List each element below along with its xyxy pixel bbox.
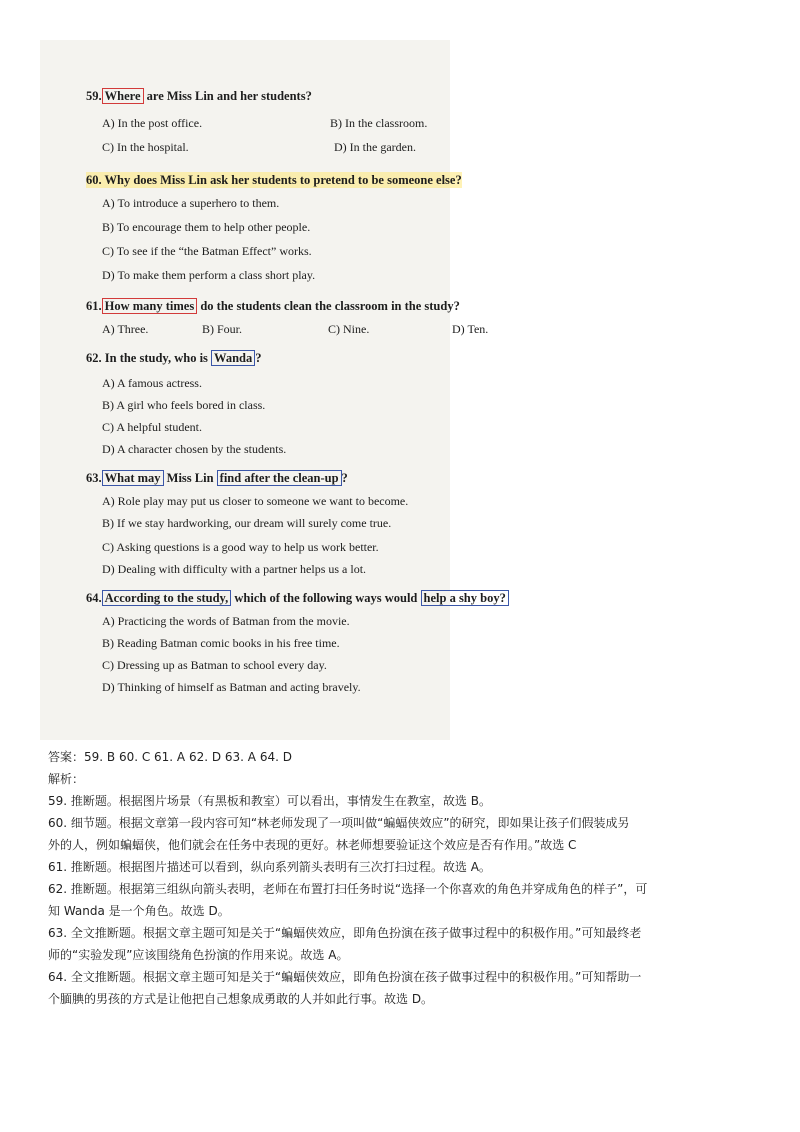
question-64-stem — [86, 590, 509, 606]
question-63-number: 63. — [86, 471, 102, 485]
question-62-prefix: 62. In the study, who is — [86, 351, 212, 365]
question-62-stem — [86, 350, 262, 366]
question-59-keyword-box: Where — [102, 88, 144, 104]
analysis-line-61: 61. 推断题。根据图片描述可以看到，纵向系列箭头表明有三次打扫过程。故选 A。 — [48, 860, 491, 874]
question-63-option-d: D) Dealing with difficulty with a partner helps us a lot. — [102, 562, 367, 576]
question-64-option-b: B) Reading Batman comic books in his free time. — [102, 636, 340, 650]
question-60-option-d: D) To make them perform a class short play. — [102, 268, 316, 282]
analysis-line-64b: 个腼腆的男孩的方式是让他把自己想象成勇敢的人并如此行事。故选 D。 — [48, 992, 434, 1006]
question-61-number: 61. — [86, 299, 102, 313]
analysis-line-60b: 外的人，例如蝙蝠侠，他们就会在任务中表现的更好。林老师想要验证这个效应是否有作用。”故选 C — [48, 838, 577, 852]
question-60-option-b: B) To encourage them to help other people. — [102, 220, 311, 234]
question-64-option-d: D) Thinking of himself as Batman and acting bravely. — [102, 680, 361, 694]
question-63-option-b: B) If we stay hardworking, our dream will surely come true. — [102, 516, 392, 530]
question-59-stem — [86, 88, 312, 104]
question-63-option-c: C) Asking questions is a good way to help us work better. — [102, 540, 379, 554]
analysis-line-63b: 师的“实验发现”应该围绕角色扮演的作用来说。故选 A。 — [48, 948, 349, 962]
answer-key: 答案：59. B 60. C 61. A 62. D 63. A 64. D — [48, 750, 292, 764]
question-64-keyword-box-2: help a shy boy? — [421, 590, 509, 606]
question-64-middle: which of the following ways would — [231, 591, 421, 605]
question-64-option-a: A) Practicing the words of Batman from the movie. — [102, 614, 350, 628]
question-61-option-a: A) Three. — [102, 322, 149, 336]
question-59-number: 59. — [86, 89, 102, 103]
question-59-option-a: A) In the post office. — [102, 116, 203, 130]
question-59-option-d: D) In the garden. — [334, 140, 416, 154]
question-62-option-a: A) A famous actress. — [102, 376, 202, 390]
question-61-rest: do the students clean the classroom in the study? — [197, 299, 460, 313]
question-61-option-c: C) Nine. — [328, 322, 370, 336]
question-62-option-c: C) A helpful student. — [102, 420, 202, 434]
question-59-rest: are Miss Lin and her students? — [143, 89, 312, 103]
question-61-option-d: D) Ten. — [452, 322, 489, 336]
analysis-line-63a: 63. 全文推断题。根据文章主题可知是关于“蝙蝠侠效应，即角色扮演在孩子做事过程中的积极作用。”可知最终老 — [48, 926, 642, 940]
question-63-middle: Miss Lin — [163, 471, 217, 485]
question-63-option-a: A) Role play may put us closer to someone we want to become. — [102, 494, 409, 508]
analysis-line-64a: 64. 全文推断题。根据文章主题可知是关于“蝙蝠侠效应，即角色扮演在孩子做事过程中的积极作用。”可知帮助一 — [48, 970, 642, 984]
analysis-line-60a: 60. 细节题。根据文章第一段内容可知“林老师发现了一项叫做“蝙蝠侠效应”的研究，即如果让孩子们假装成另 — [48, 816, 630, 830]
question-59-option-c: C) In the hospital. — [102, 140, 189, 154]
question-60-stem: 60. Why does Miss Lin ask her students to pretend to be someone else? — [86, 173, 462, 187]
question-62-option-b: B) A girl who feels bored in class. — [102, 398, 266, 412]
question-64-option-c: C) Dressing up as Batman to school every day. — [102, 658, 327, 672]
question-63-suffix: ? — [341, 471, 348, 485]
analysis-label: 解析： — [48, 772, 85, 786]
question-64-number: 64. — [86, 591, 102, 605]
question-59-option-b: B) In the classroom. — [330, 116, 428, 130]
analysis-line-59: 59. 推断题。根据图片场景（有黑板和教室）可以看出，事情发生在教室，故选 B。 — [48, 794, 491, 808]
question-63-keyword-box-2: find after the clean-up — [217, 470, 342, 486]
question-60-option-c: C) To see if the “the Batman Effect” works. — [102, 244, 312, 258]
question-61-option-b: B) Four. — [202, 322, 243, 336]
question-62-option-d: D) A character chosen by the students. — [102, 442, 287, 456]
question-63-keyword-box-1: What may — [102, 470, 164, 486]
question-64-keyword-box-1: According to the study, — [102, 590, 232, 606]
question-62-suffix: ? — [255, 351, 262, 365]
question-61-stem — [86, 298, 460, 314]
question-60-option-a: A) To introduce a superhero to them. — [102, 196, 280, 210]
question-61-keyword-box: How many times — [102, 298, 198, 314]
analysis-line-62a: 62. 推断题。根据第三组纵向箭头表明，老师在布置打扫任务时说“选择一个你喜欢的角色并穿成角色的样子”，可 — [48, 882, 648, 896]
question-63-stem — [86, 470, 348, 486]
analysis-line-62b: 知 Wanda 是一个角色。故选 D。 — [48, 904, 230, 918]
question-62-keyword-box: Wanda — [211, 350, 255, 366]
